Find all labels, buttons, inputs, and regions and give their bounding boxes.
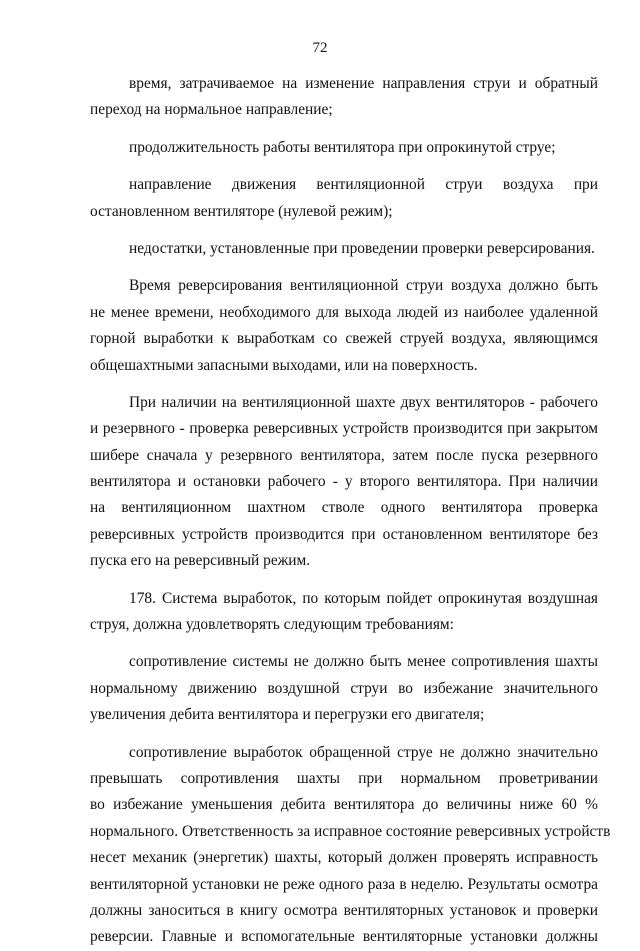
paragraph-gap [90, 638, 598, 649]
text-line: недостатки, установленные при проведении проверки реверсирования. [129, 239, 595, 257]
text-line: переход на нормальное направление; [90, 101, 333, 119]
text-line: во избежание уменьшения дебита вентилятора до величины ниже 60 % [90, 796, 598, 814]
paragraph-gap [90, 262, 598, 273]
text-line: вентилятора и остановки рабочего - у второго вентилятора. При наличии [90, 473, 598, 491]
paragraph-gap [90, 161, 598, 172]
paragraph-gap [90, 124, 598, 135]
text-line: пуска его на реверсивный режим. [90, 552, 311, 570]
text-line: направление движения вентиляционной струи воздуха при [129, 176, 598, 194]
paragraph-gap [90, 575, 598, 586]
text-line: продолжительность работы вентилятора при опрокинутой струе; [129, 138, 556, 156]
document-body-text [90, 71, 611, 951]
paragraph-gap [90, 379, 598, 390]
text-line: остановленном вентиляторе (нулевой режим); [90, 202, 393, 220]
text-line: реверсивных устройств производится при остановленном вентиляторе без [90, 525, 598, 543]
text-line: превышать сопротивления шахты при нормальном проветривании [90, 769, 598, 787]
text-line: время, затрачиваемое на изменение направления струи и обратный [129, 75, 598, 92]
text-line: нормального. Ответственность за исправное состояние реверсивных устройств [90, 822, 611, 840]
text-line: не менее времени, необходимого для выхода людей из наиболее удаленной [90, 303, 598, 321]
text-line: должны заноситься в книгу осмотра вентиляторных установок и проверки [90, 901, 598, 919]
text-line: общешахтными запасными выходами, или на поверхность. [90, 356, 478, 374]
page-number: 72 [312, 40, 328, 56]
text-line: сопротивление выработок обращенной струе не должно значительно [129, 743, 598, 761]
text-line: сопротивление системы не должно быть менее сопротивления шахты [129, 653, 598, 671]
text-line: горной выработки к выработкам со свежей струей воздуха, являющимся [90, 330, 598, 348]
text-line: струя, должна удовлетворять следующим требованиям: [90, 616, 454, 634]
paragraph-gap [90, 225, 598, 236]
text-line: шибере сначала у резервного вентилятора, затем после пуска резервного [90, 446, 598, 464]
text-line: нормальному движению воздушной струи во избежание значительного [90, 679, 598, 697]
text-line: вентиляторной установки не реже одного раза в неделю. Результаты осмотра [90, 875, 598, 893]
paragraph-gap [90, 729, 598, 740]
text-line: При наличии на вентиляционной шахте двух вентиляторов - рабочего [129, 393, 598, 411]
text-line: реверсии. Главные и вспомогательные вентиляторные установки должны [90, 928, 598, 946]
text-line: увеличения дебита вентилятора и перегрузки его двигателя; [90, 706, 485, 724]
text-line: на вентиляционном шахтном стволе одного вентилятора проверка [90, 499, 598, 517]
text-line: Время реверсирования вентиляционной струи воздуха должно быть [129, 277, 598, 295]
text-line: несет механик (энергетик) шахты, который должен проверять исправность [90, 849, 598, 867]
text-line: 178. Система выработок, по которым пойдет опрокинутая воздушная [129, 589, 598, 607]
text-line: и резервного - проверка реверсивных устройств производится при закрытом [90, 420, 598, 438]
